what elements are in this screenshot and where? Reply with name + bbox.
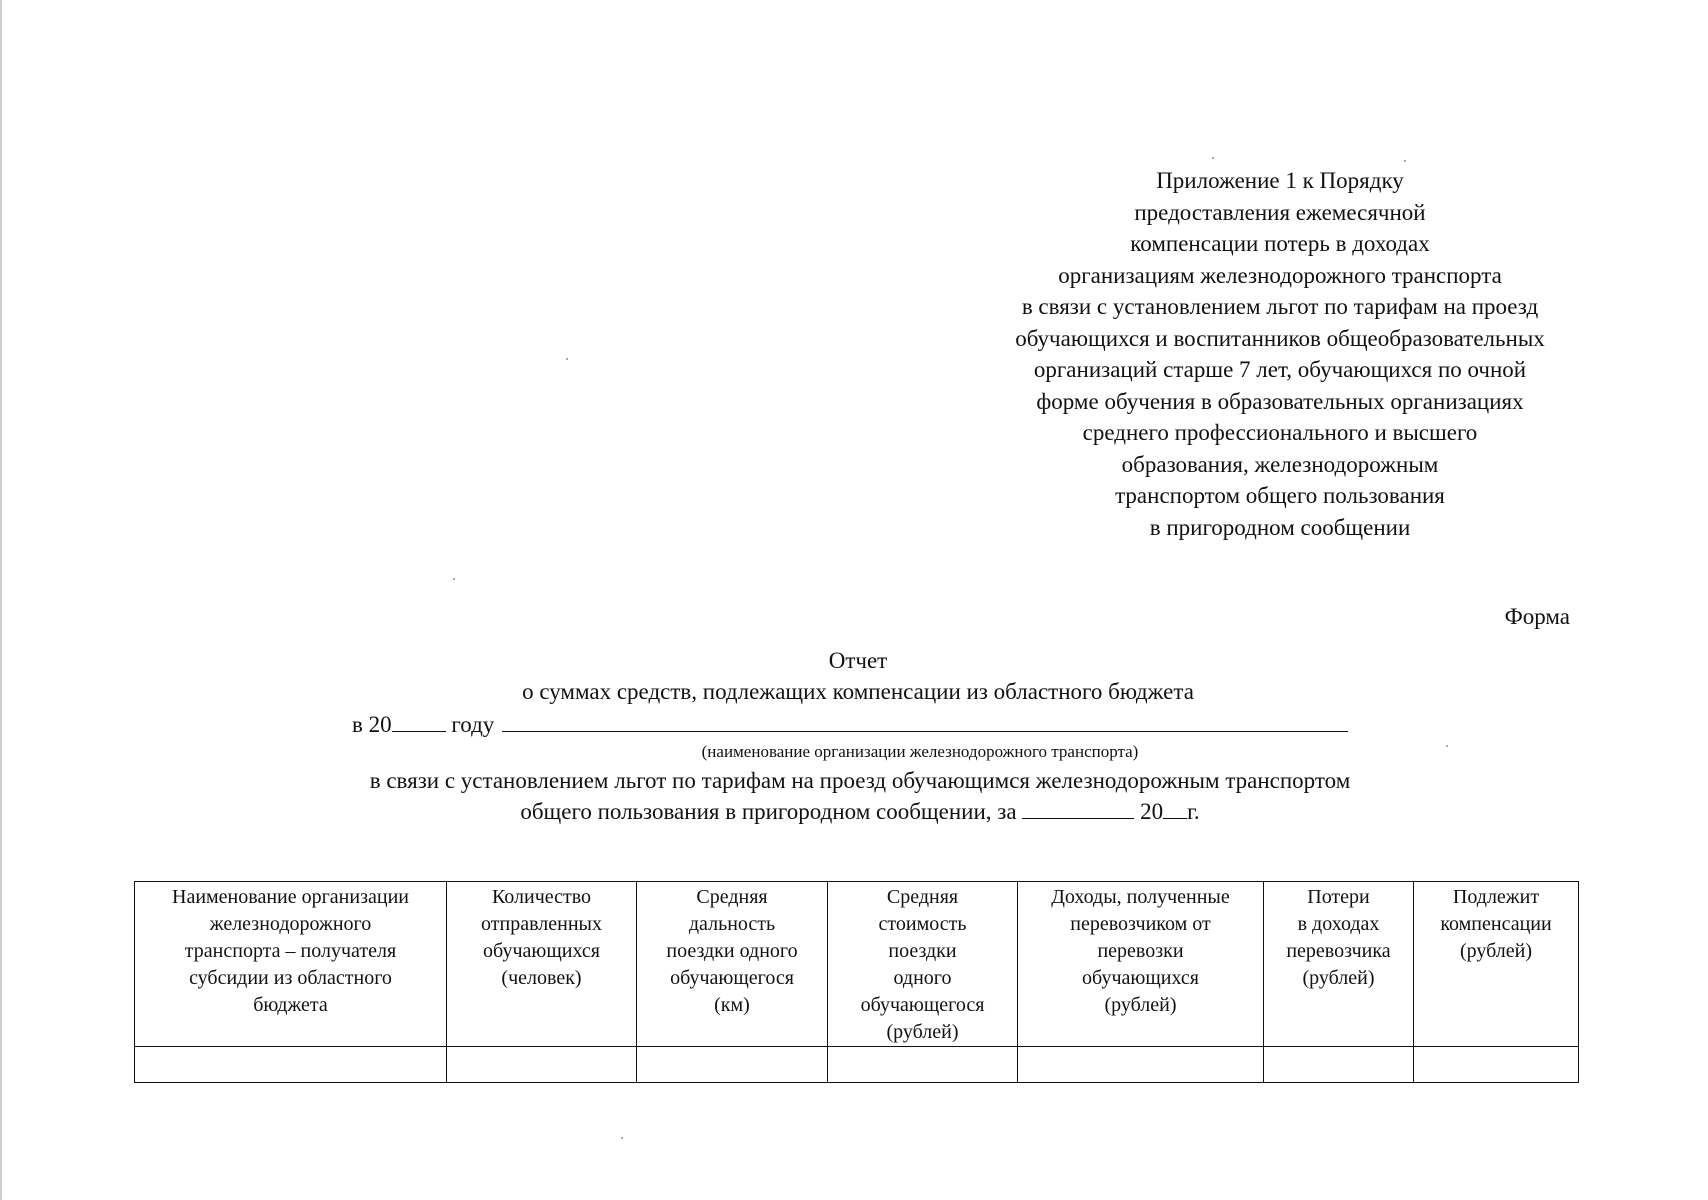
header-line: обучающегося: [670, 967, 794, 989]
header-line: дальность: [688, 913, 776, 935]
header-line: поездки одного: [666, 940, 798, 962]
appendix-line: организаций старше 7 лет, обучающихся по очной: [1033, 357, 1527, 382]
column-header-average-distance: [637, 882, 828, 1047]
report-title: Отчет: [828, 648, 888, 673]
header-line: поездки: [888, 940, 957, 962]
year-prefix: в 20: [352, 712, 392, 737]
table-row: [135, 1047, 1579, 1083]
scan-speck: [621, 1137, 623, 1139]
header-line: транспорта – получателя: [184, 940, 397, 962]
year-suffix-blank-field[interactable]: [1163, 800, 1187, 819]
appendix-line: организациям железнодорожного транспорта: [1058, 262, 1502, 288]
header-line: Потери: [1307, 886, 1370, 908]
header-line: (рублей): [1104, 994, 1177, 1016]
period-year: 20: [1140, 799, 1164, 824]
report-subtitle: о суммах средств, подлежащих компенсации из областного бюджета: [522, 679, 1194, 704]
header-line: одного: [893, 967, 952, 989]
header-line: (км): [714, 994, 750, 1016]
scan-speck: [566, 358, 568, 360]
appendix-line: в пригородном сообщении: [1149, 514, 1411, 540]
appendix-line: предоставления ежемесячной: [1134, 199, 1426, 225]
appendix-line: форме обучения в образовательных организациях: [1036, 388, 1524, 414]
scan-edge: [0, 0, 2, 1200]
report-year-line: [352, 712, 1348, 738]
header-line: перевозки: [1097, 940, 1184, 962]
appendix-line: обучающихся и воспитанников общеобразовательных: [1015, 325, 1545, 351]
header-line: (рублей): [886, 1021, 959, 1043]
column-header-organization: [135, 882, 447, 1047]
header-line: обучающегося: [860, 994, 985, 1016]
appendix-line: в связи с установлением льгот по тарифам на проезд: [1021, 294, 1539, 319]
table-cell[interactable]: [828, 1047, 1018, 1083]
appendix-line: образования, железнодорожным: [1121, 451, 1439, 477]
header-line: обучающихся: [1082, 967, 1199, 989]
appendix-line: транспортом общего пользования: [1115, 483, 1445, 508]
scan-speck: [1446, 745, 1448, 747]
header-line: компенсации: [1440, 913, 1552, 935]
table-cell[interactable]: [1414, 1047, 1579, 1083]
column-header-losses: [1264, 882, 1414, 1047]
header-line: Количество: [491, 886, 592, 908]
appendix-header: [900, 165, 1660, 543]
column-header-compensation: [1414, 882, 1579, 1047]
scan-speck: [1212, 157, 1214, 159]
period-suffix: г.: [1187, 799, 1200, 824]
table-cell[interactable]: [637, 1047, 828, 1083]
header-line: перевозчика: [1286, 940, 1391, 962]
header-line: обучающихся: [483, 940, 600, 962]
table-header-row: [135, 882, 1579, 1047]
organization-caption: (наименование организации железнодорожного транспорта): [701, 742, 1139, 761]
header-line: Доходы, полученные: [1051, 886, 1230, 908]
column-header-income: [1018, 882, 1264, 1047]
year-blank-field[interactable]: [392, 713, 446, 732]
header-line: Наименование организации: [172, 886, 409, 908]
year-word: году: [451, 712, 495, 737]
table-cell[interactable]: [1018, 1047, 1264, 1083]
header-line: (рублей): [1302, 967, 1375, 989]
month-blank-field[interactable]: [1022, 800, 1134, 819]
appendix-line: Приложение 1 к Порядку: [1156, 168, 1404, 193]
report-line-period: [0, 799, 1708, 825]
header-line: Средняя: [886, 886, 959, 908]
header-line: (рублей): [1459, 940, 1533, 962]
header-line: в доходах: [1297, 913, 1380, 935]
header-line: Средняя: [696, 886, 768, 908]
header-line: отправленных: [481, 913, 602, 935]
table-cell[interactable]: [1264, 1047, 1414, 1083]
report-line-benefits: в связи с установлением льгот по тарифам на проезд обучающимся железнодорожным транспортом: [369, 768, 1351, 793]
organization-blank-field[interactable]: [502, 713, 1348, 732]
scan-speck: [453, 578, 455, 580]
appendix-line: среднего профессионального и высшего: [1082, 420, 1478, 445]
table-cell[interactable]: [447, 1047, 637, 1083]
scan-speck: [1404, 160, 1406, 162]
header-line: субсидии из областного: [189, 967, 392, 989]
header-line: (человек): [501, 967, 582, 989]
header-line: Подлежит: [1452, 886, 1540, 908]
header-line: железнодорожного: [209, 913, 372, 935]
header-line: перевозчиком от: [1070, 913, 1211, 935]
form-label: Форма: [1504, 604, 1570, 629]
appendix-line: компенсации потерь в доходах: [1130, 231, 1430, 256]
table-cell[interactable]: [135, 1047, 447, 1083]
header-line: стоимость: [878, 913, 967, 935]
period-prefix: общего пользования в пригородном сообщении, за: [520, 799, 1017, 824]
column-header-students-count: [447, 882, 637, 1047]
column-header-average-cost: [828, 882, 1018, 1047]
header-line: бюджета: [253, 994, 328, 1016]
report-table: [134, 881, 1579, 1083]
